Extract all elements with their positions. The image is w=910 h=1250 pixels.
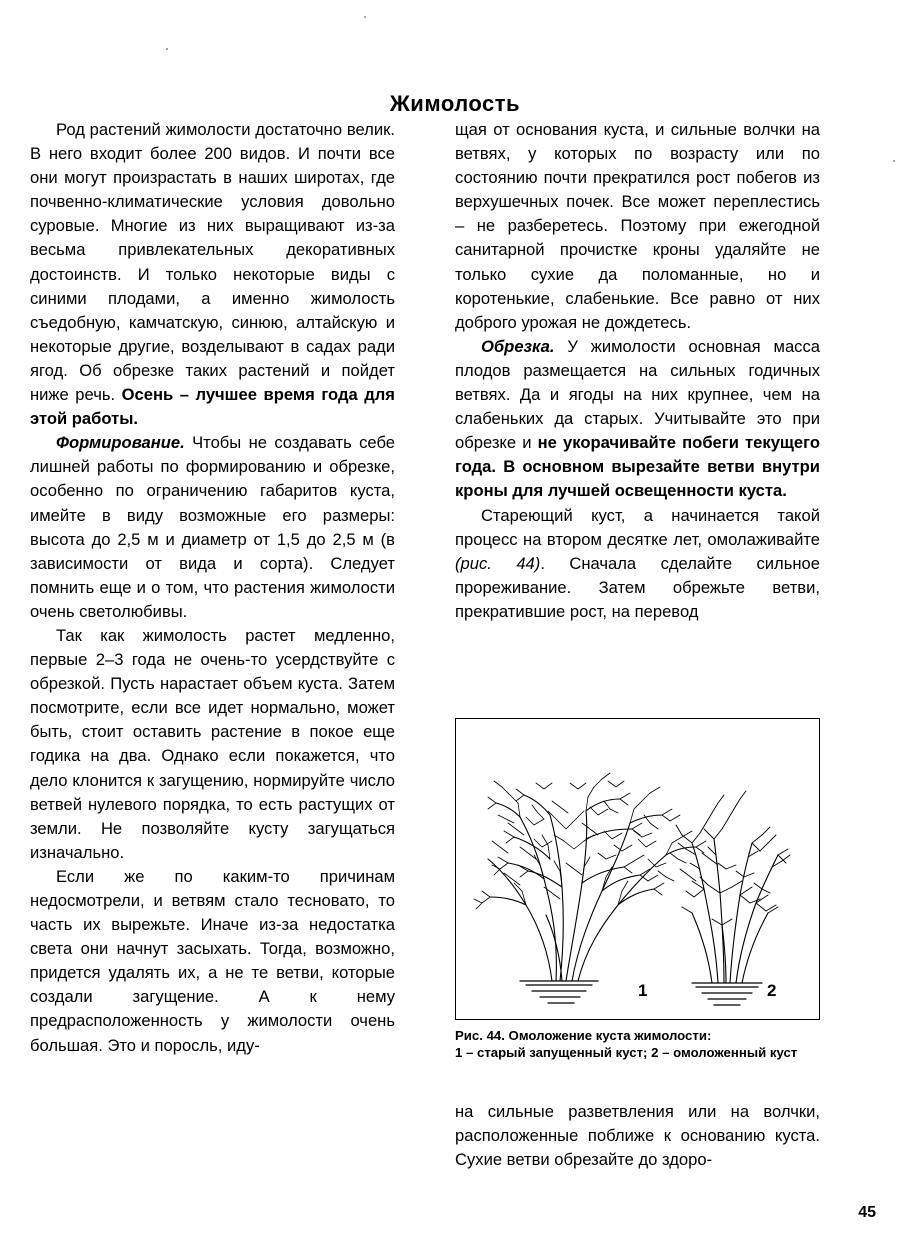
left-text-column — [30, 118, 395, 1058]
paragraph — [30, 865, 395, 1058]
paragraph-run: У жимолости основная масса плодов размещается на сильных годичных ветвях. Да и ягоды на них крупнее, чем на слабеньких да старых. Учитывайте это при обрезке и — [455, 336, 820, 453]
paragraph-run: щая от основания куста, и сильные волчки на ветвях, у которых по возрасту или по состоянию почти прекратился рост побегов из верхушечных почек. Все может переплестись – не разберетесь. Поэтому при ежегодной санитарной прочистке кроны удаляйте не только сухие да поломанные, но и коротенькие, слабенькие. Все равно от них доброго урожая не дождетесь. — [455, 120, 820, 332]
figure-caption-line1: Рис. 44. Омоложение куста жимолости: — [455, 1028, 712, 1043]
paragraph-run-bold: Осень – лучшее время года для этой работы. — [30, 385, 395, 429]
page-title: Жимолость — [389, 90, 521, 116]
figure-44 — [455, 718, 820, 1061]
paragraph-run-bold-italic: Формирование. — [56, 433, 185, 453]
paragraph-run: Так как жимолость растет медленно, первые 2–3 года не очень-то усердствуйте с обрезкой. Пусть нарастает объем куста. Затем посмотрите, если все идет нормально, может быть, стоит оставить растение в покое еще годика на два. Однако если покажется, что дело клонится к загущению, нормируйте число ветвей нулевого порядка, то есть растущих от земли. Не позволяйте кусту загущаться изначально. — [30, 625, 395, 862]
right-text-column — [455, 118, 820, 624]
paragraph — [455, 1100, 820, 1172]
paragraph-run: Если же по каким-то причинам недосмотрели, и ветвям стало тесновато, то часть их вырежьте. Иначе из-за недостатка света они начнут засыхать. Тогда, возможно, придется удалять их, а не те ветви, которые создали загущение. А к нему предрасположенность у жимолости очень большая. Это и поросль, иду- — [30, 866, 395, 1055]
scan-speck — [893, 160, 895, 162]
paragraph-run: на сильные разветвления или на волчки, расположенные поближе к основанию куста. Сухие ветви обрезайте до здоро- — [455, 1102, 820, 1170]
paragraph-run: Род растений жимолости достаточно велик. В него входит более 200 видов. И почти все они могут произрастать в наших широтах, где почвенно-климатические условия довольно суровые. Многие из них выращивают из-за весьма привлекательных декоративных достоинств. И только некоторые виды с синими плодами, а именно жимолость съедобную, камчатскую, синюю, алтайскую и некоторые другие, возделывают в садах ради ягод. Об обрезке таких растений и пойдет ниже речь. — [30, 120, 395, 405]
paragraph — [30, 431, 395, 624]
paragraph — [455, 118, 820, 335]
paragraph-run: . Сначала сделайте сильное прореживание. Затем обрежьте ветви, прекратившие рост, на перевод — [455, 553, 821, 621]
paragraph — [30, 624, 395, 865]
figure-image — [455, 718, 820, 1020]
paragraph-run: Чтобы не создавать себе лишней работы по формированию и обрезке, особенно по ограничению габаритов куста, имейте в виду возможные его размеры: высота до 2,5 м и диаметр от 1,5 до 2,5 м (в зависимости от вида и сорта). Следует помнить еще и о том, что растения жимолости очень светолюбивы. — [30, 433, 395, 621]
figure-caption — [455, 1028, 820, 1061]
paragraph-run: Стареющий куст, а начинается такой процесс на втором десятке лет, омолаживайте — [455, 505, 820, 549]
bush-illustration-svg — [456, 719, 819, 1019]
paragraph — [30, 118, 395, 431]
right-column-continuation — [455, 1100, 820, 1172]
paragraph-run-bold-italic: Обрезка. — [481, 336, 555, 356]
figure-label-2: 2 — [767, 981, 777, 1000]
figure-label-1: 1 — [638, 981, 648, 1000]
figure-caption-line2: 1 – старый запущенный куст; 2 – омоложенный куст — [455, 1044, 798, 1060]
paragraph-run-italic: (рис. 44) — [455, 553, 541, 573]
scan-speck — [166, 48, 168, 50]
scan-speck — [364, 16, 366, 18]
paragraph — [455, 504, 820, 624]
paragraph — [455, 335, 820, 504]
page-number: 45 — [858, 1204, 876, 1221]
paragraph-run-bold: не укорачивайте побеги текущего года. В основном вырезайте ветви внутри кроны для лучшей освещенности куста. — [455, 433, 820, 501]
